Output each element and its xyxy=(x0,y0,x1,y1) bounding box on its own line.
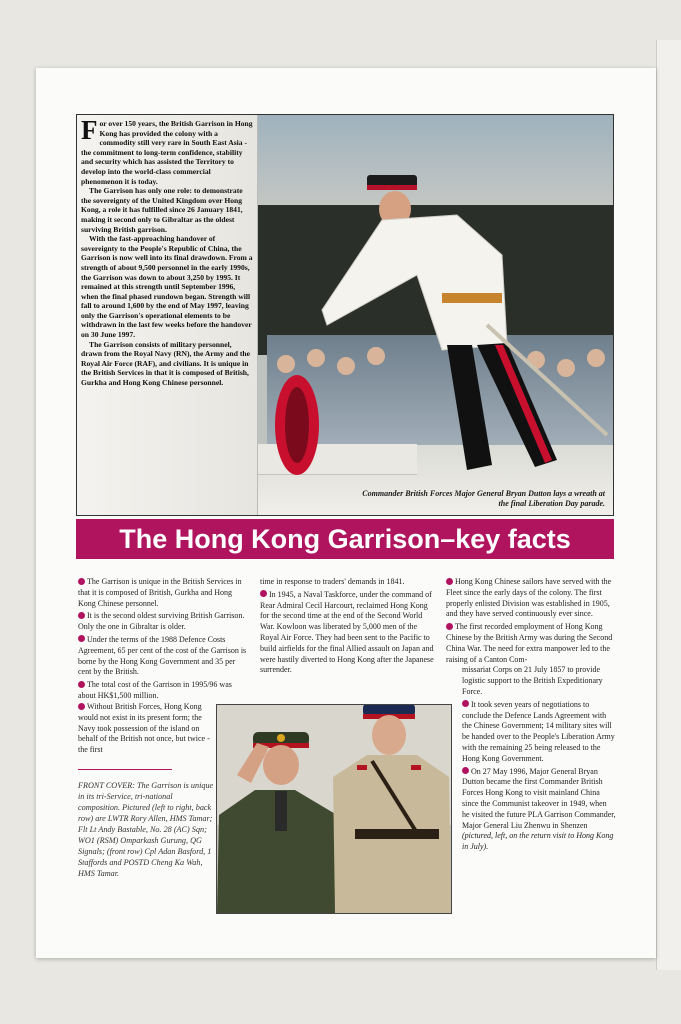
fact-text-italic: (pictured, left, on the return visit to Hong Kong in July). xyxy=(462,831,614,852)
list-item xyxy=(446,577,616,620)
facts-column-1-continued xyxy=(78,702,210,758)
list-item xyxy=(260,590,434,676)
story-paragraph-1-text: or over 150 years, the British Garrison in Hong Kong has provided the colony with a commodity still very rare in South East Asia - the commitment to long-term confidence, stability and security which has assisted the Territory to develop into the world-class commercial phenomenon it is today. xyxy=(81,119,253,186)
story-text xyxy=(81,115,253,388)
list-item xyxy=(78,680,248,702)
story-paragraph-3: With the fast-approaching handover of sovereignty to the People's Republic of China, the Garrison is now well into its final drawdown. From a strength of about 9,500 personnel in the early 1990s, the Garrison was down to about 3,250 by 1995. It remained at this strength until September 1996, when the final phased rundown began. Strength will fall to around 1,600 by the end of May 1997, leaving only the Garrison's operational elements to be withdrawn in the last few weeks before the handover on 30 June 1997. xyxy=(81,234,253,340)
fact-text: On 27 May 1996, Major General Bryan Dutton became the first Commander British Forces Hong Kong to visit mainland China since the Communist takeover in 1949, when he visited the future PLA Garrison Commander, Major General Liu Zhenwu in Shenzen xyxy=(462,766,616,830)
fact-text: Hong Kong Chinese sailors have served with the Fleet since the early days of the colony. The first properly enlisted Division was established in 1905, and they have served continuously ever since. xyxy=(446,577,612,619)
story-paragraph-2: The Garrison has only one role: to demonstrate the sovereignty of the United Kingdom over Hong Kong, a role it has fulfilled since 26 January 1841, making it second only to Gibraltar as the oldest surviving British garrison. xyxy=(81,186,243,234)
adjacent-page-edge xyxy=(656,40,681,970)
fact-text: The Garrison is unique in the British Services in that it is composed of British, Gurkha and Hong Kong Chinese personnel. xyxy=(78,577,242,608)
bullet-icon xyxy=(78,681,85,688)
fact-text: It took seven years of negotiations to conclude the Defence Lands Agreement with the Chinese Government; 14 military sites will be handed over to the People's Liberation Army with the remaining 25 being released to the Hong Kong Government. xyxy=(462,699,615,763)
facts-column-2 xyxy=(260,577,434,678)
story-paragraph-4: The Garrison consists of military personnel, drawn from the Royal Navy (RN), the Army and the Royal Air Force (RAF), and civilians. It is unique in the British Services in that it is composed of British, Gurkha and Hong Kong Chinese personnel. xyxy=(81,339,251,388)
fact-text: In 1945, a Naval Taskforce, under the command of Rear Admiral Cecil Harcourt, reclaimed Hong Kong for the second time at the end of the Second World War. Kowloon was liberated by 5,000 men of the Royal Air Force. They had been sent to the Pacific to build airfields for the final Allied assault on Japan and were hastily diverted to Hong Kong after the Japanese surrender. xyxy=(260,589,434,675)
bullet-icon xyxy=(78,635,85,642)
hero-photo xyxy=(76,114,614,516)
banner-title: The Hong Kong Garrison–key facts xyxy=(119,524,571,554)
generals-illustration xyxy=(217,705,451,913)
divider xyxy=(78,769,172,770)
story-paragraph-1 xyxy=(81,115,253,186)
bullet-icon xyxy=(78,578,85,585)
bullet-icon xyxy=(260,590,267,597)
front-cover-caption: FRONT COVER: The Garrison is unique in its tri-Service, tri-national composition. Pictured (left to right, back row) are LWTR Rory Allen, HMS Tamar; Flt Lt Andy Bastable, No. 28 (AC) Sqn; WO1 (RSM) Omparkash Gurung, QG Signals; (front row) Cpl Adan Basford, 1 Staffords and POSTD Cheng Ka Wah, HMS Tamar. xyxy=(78,781,214,878)
officer-laying-wreath-figure xyxy=(267,175,614,495)
fact-text: Without British Forces, Hong Kong would not exist in its present form; the Navy took possession of the island on behalf of the British not once, but twice - the first xyxy=(78,702,210,755)
bullet-icon xyxy=(78,612,85,619)
facts-column-3 xyxy=(446,577,616,855)
drop-cap: F xyxy=(81,115,98,145)
list-item xyxy=(446,767,616,853)
bullet-icon xyxy=(446,578,453,585)
generals-photo xyxy=(216,704,452,914)
list-item xyxy=(78,635,248,678)
bullet-icon xyxy=(462,767,469,774)
list-item xyxy=(446,622,616,665)
list-item xyxy=(78,577,248,609)
list-item xyxy=(446,700,616,765)
fact-text: Under the terms of the 1988 Defence Costs Agreement, 65 per cent of the cost of the Garrison is borne by the Hong Kong Government and 35 per cent by the British. xyxy=(78,634,247,677)
list-item xyxy=(78,611,248,633)
hero-caption: Commander British Forces Major General Bryan Dutton lays a wreath at the final Liberation Day parade. xyxy=(362,489,605,508)
facts-column-1 xyxy=(78,577,248,704)
fact-text: The total cost of the Garrison in 1995/96 was about HK$1,500 million. xyxy=(78,680,232,700)
list-item-continued: missariat Corps on 21 July 1857 to provide logistic support to the British Expeditionary Force. xyxy=(462,665,603,696)
continued-text: time in response to traders' demands in 1841. xyxy=(260,577,405,586)
bullet-icon xyxy=(78,703,85,710)
list-item xyxy=(78,702,210,756)
bullet-icon xyxy=(446,623,453,630)
fact-text: It is the second oldest surviving British Garrison. Only the one in Gibraltar is older. xyxy=(78,611,245,632)
section-banner xyxy=(76,519,614,559)
fact-text: The first recorded employment of Hong Kong Chinese by the British Army was during the Second China War. The need for extra manpower led to the raising of a Canton Com- xyxy=(446,622,613,664)
bullet-icon xyxy=(462,700,469,707)
